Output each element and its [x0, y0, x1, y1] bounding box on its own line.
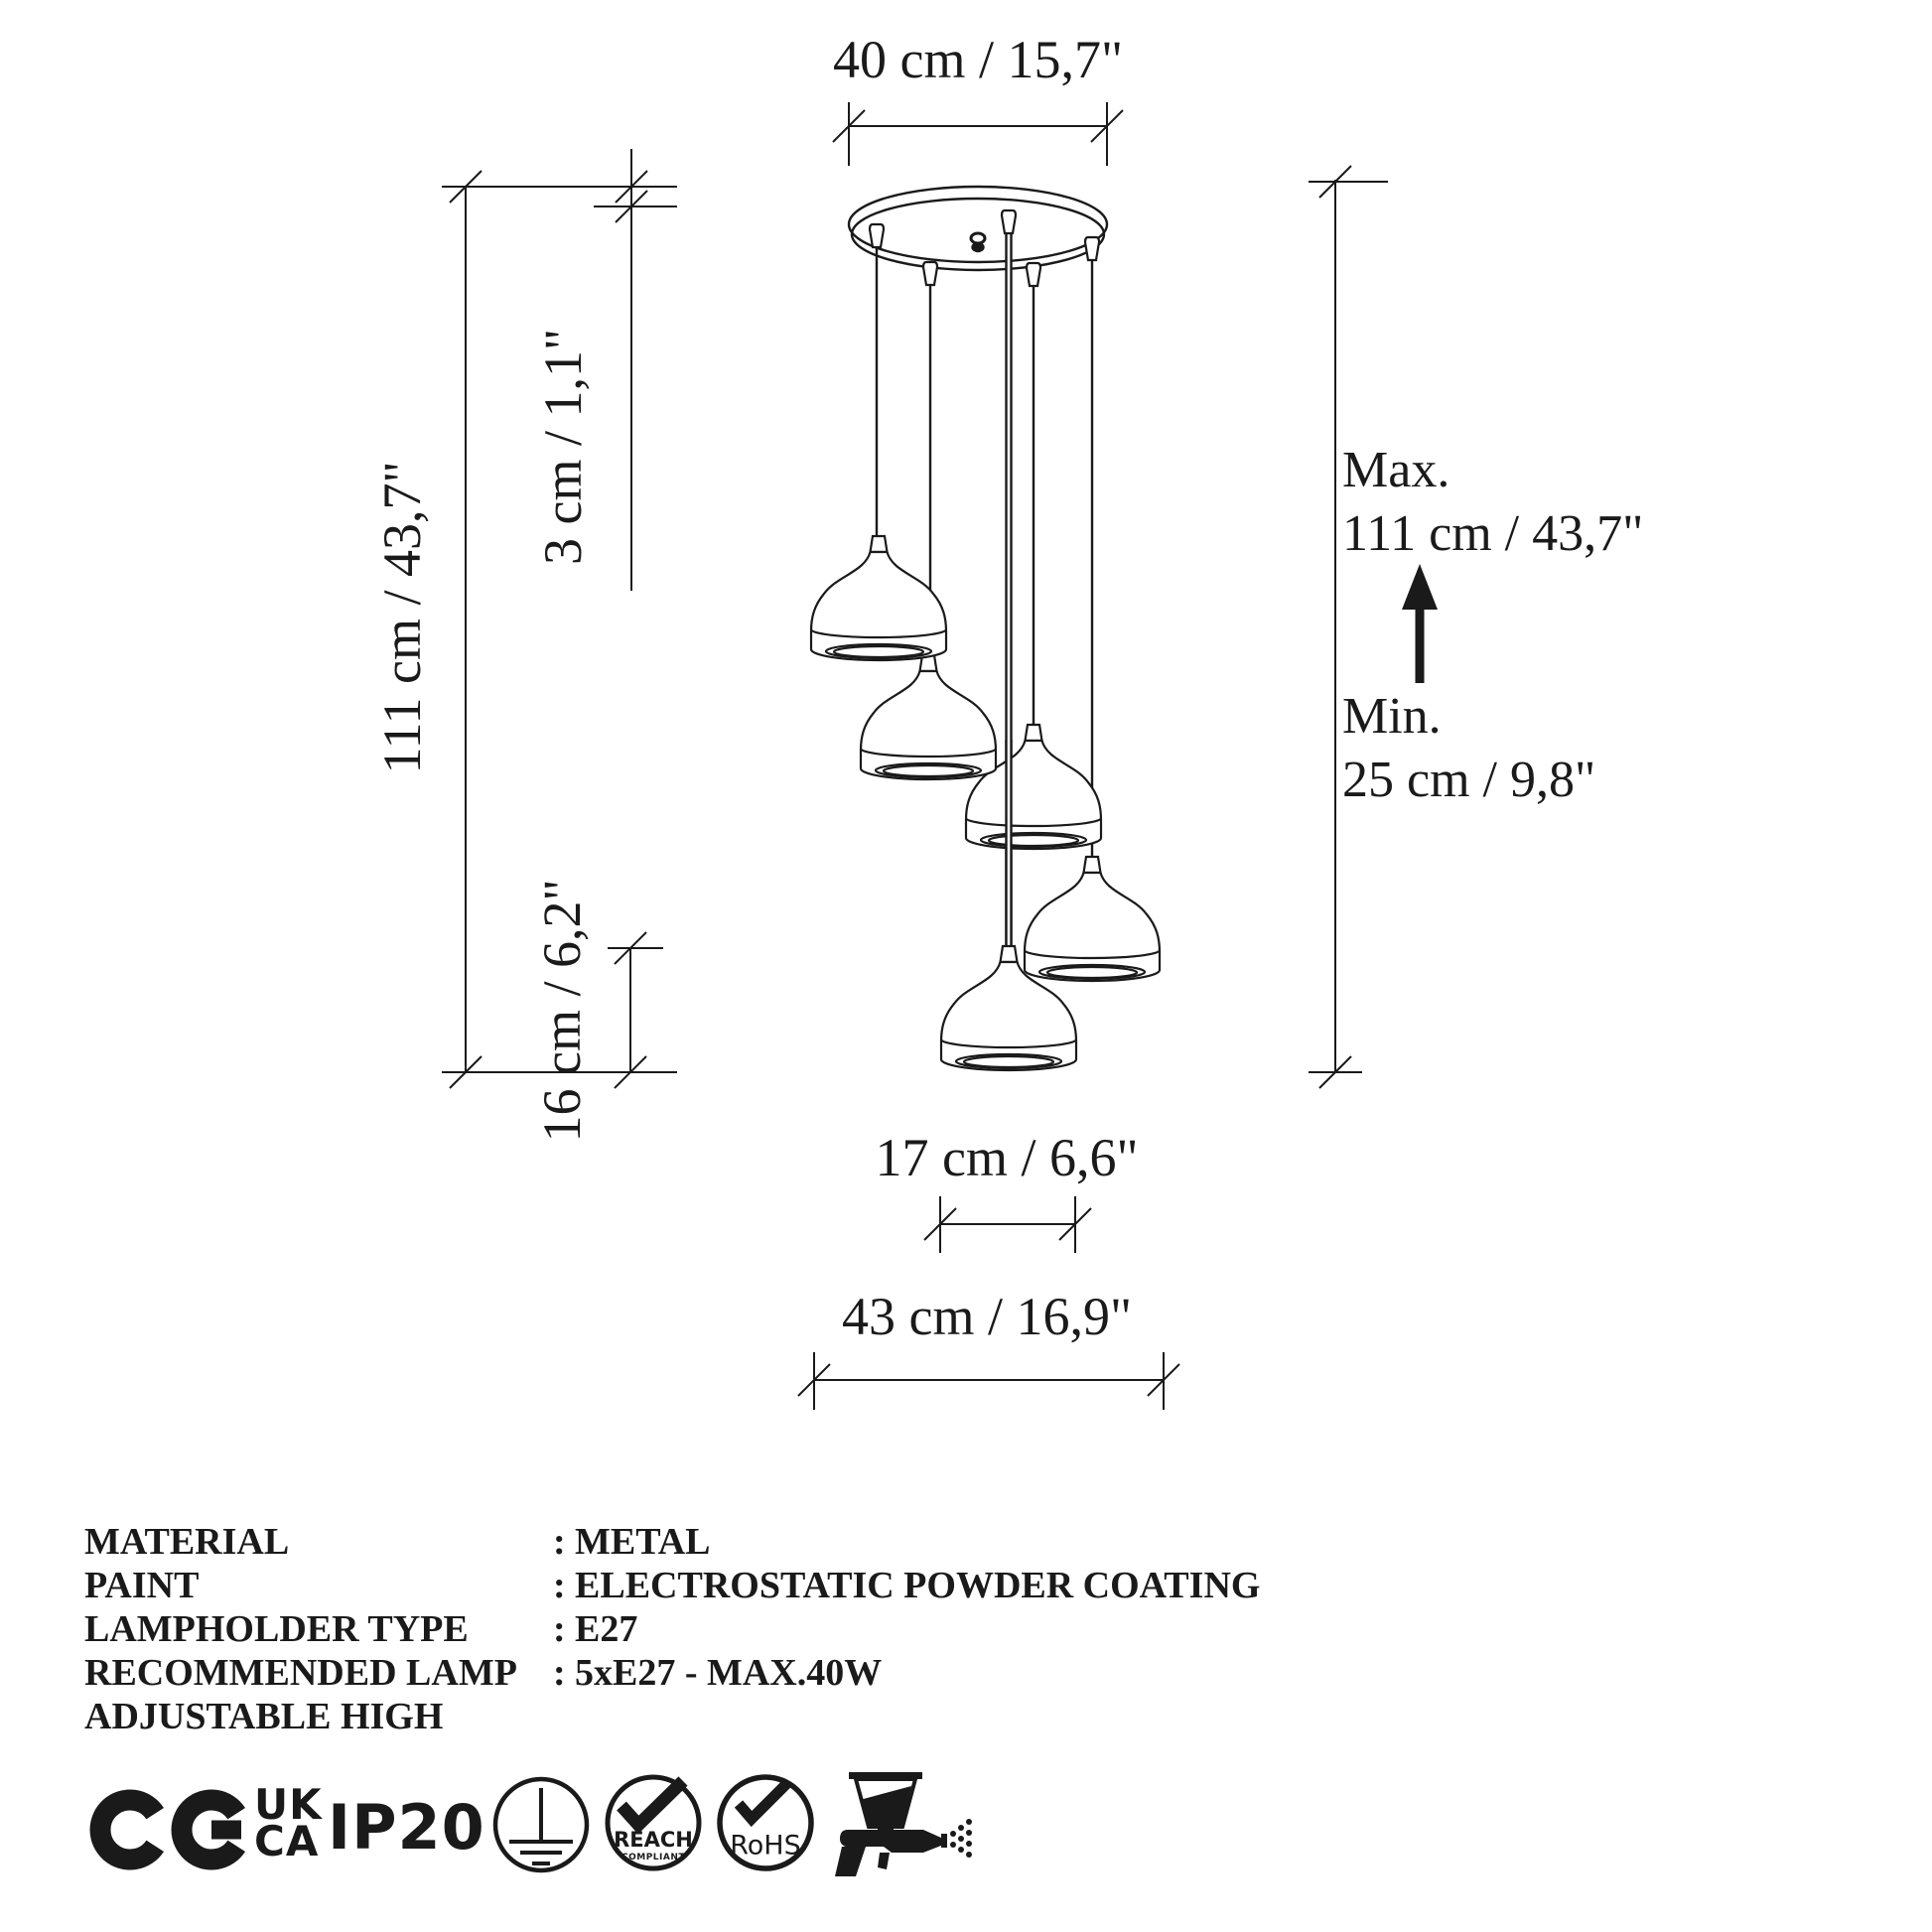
spec-label: LAMPHOLDER TYPE	[84, 1608, 469, 1650]
min-height-block	[1342, 685, 1595, 812]
shade-height-label: 16 cm / 6,2"	[532, 879, 592, 1143]
ceiling-canopy	[849, 187, 1107, 270]
spray-gun-icon	[835, 1772, 972, 1876]
spec-row-adjustable	[84, 1695, 575, 1738]
ground-symbol-icon	[495, 1779, 587, 1870]
overall-height-label: 111 cm / 43,7"	[372, 461, 432, 774]
ip-rating-label: IP20	[328, 1791, 485, 1863]
spec-label: PAINT	[84, 1565, 200, 1606]
spec-label: ADJUSTABLE HIGH	[84, 1696, 444, 1737]
min-value: 25 cm / 9,8"	[1342, 752, 1596, 808]
fixture-width-label: 43 cm / 16,9"	[841, 1287, 1133, 1346]
min-label: Min.	[1342, 688, 1442, 745]
dimension-shade-diameter	[924, 1196, 1091, 1253]
spec-value: E27	[575, 1608, 638, 1650]
spec-separator: :	[553, 1608, 566, 1650]
lamp-shade	[811, 536, 946, 660]
dimension-right-height	[1309, 166, 1388, 1088]
reach-label: REACH	[614, 1828, 693, 1852]
ce-mark-icon	[100, 1800, 241, 1860]
spec-row-lampholder	[84, 1607, 637, 1651]
spec-separator: :	[553, 1565, 566, 1606]
lamp-shade	[861, 655, 996, 779]
max-height-block	[1342, 439, 1643, 566]
ukca-top-label: UK	[254, 1780, 323, 1829]
spec-row-recommended-lamp	[84, 1651, 882, 1695]
spec-row-paint	[84, 1564, 1260, 1607]
dimension-canopy-height	[594, 149, 677, 591]
canopy-height-label: 3 cm / 1,1"	[533, 328, 593, 566]
spec-value: METAL	[575, 1521, 711, 1563]
rohs-label: RoHS	[730, 1830, 801, 1862]
spray-dots	[950, 1819, 972, 1858]
spec-separator: :	[553, 1652, 566, 1694]
shade-diameter-label: 17 cm / 6,6"	[875, 1128, 1139, 1187]
spec-label: RECOMMENDED LAMP	[84, 1652, 517, 1694]
spec-label: MATERIAL	[84, 1521, 290, 1563]
spec-separator: :	[553, 1521, 566, 1563]
max-value: 111 cm / 43,7"	[1342, 505, 1644, 562]
dimension-shade-height	[608, 932, 663, 1088]
max-label: Max.	[1342, 442, 1450, 498]
dimension-fixture-width	[798, 1352, 1179, 1410]
ukca-bottom-label: CA	[254, 1817, 320, 1865]
lamp-shade	[1025, 857, 1160, 981]
central-rod-front	[1007, 740, 1012, 948]
ukca-mark	[254, 1780, 323, 1865]
dimension-canopy-width	[833, 102, 1123, 166]
adjustable-arrow-icon	[1402, 564, 1438, 683]
spec-value: ELECTROSTATIC POWDER COATING	[575, 1565, 1261, 1606]
spec-row-material	[84, 1520, 711, 1564]
canopy-width-label: 40 cm / 15,7"	[832, 30, 1124, 89]
spec-value: 5xE27 - MAX.40W	[575, 1652, 883, 1694]
reach-compliant-label: COMPLIANT	[621, 1853, 686, 1863]
